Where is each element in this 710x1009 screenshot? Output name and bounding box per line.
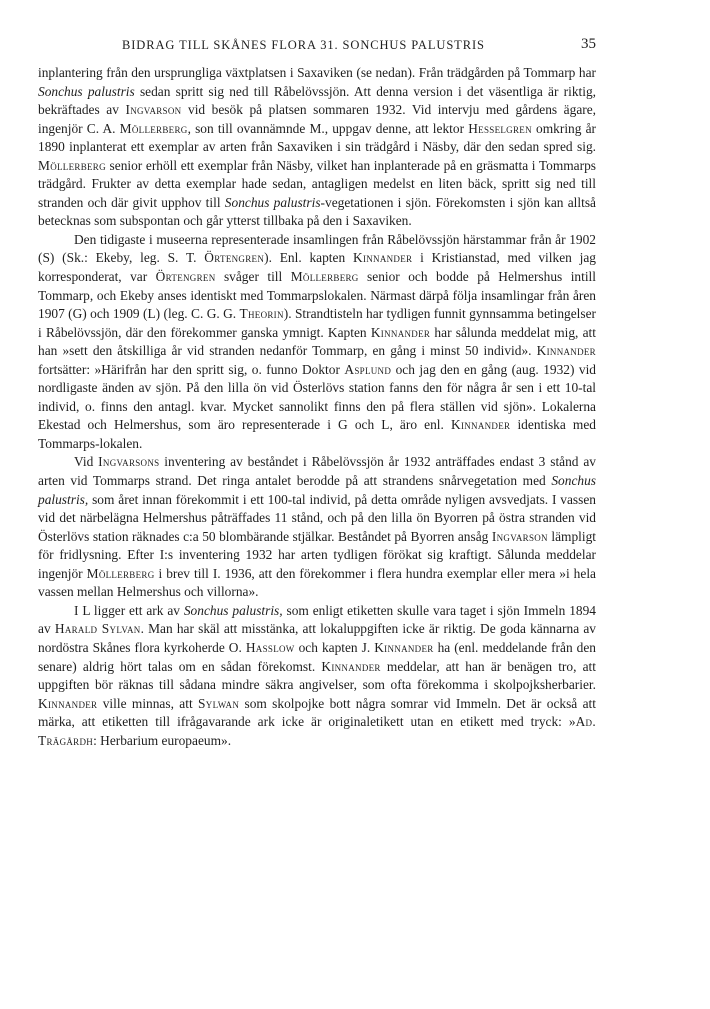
page-header xyxy=(38,36,596,58)
text-run: Vid xyxy=(74,454,99,470)
italic-text: Sonchus palustris, xyxy=(38,473,596,507)
person-name: Örtengren xyxy=(155,269,216,285)
italic-text: Sonchus palustris xyxy=(38,83,135,99)
text-run: ). Enl. kapten xyxy=(264,250,353,266)
text-run: ville minnas, att xyxy=(97,695,199,711)
person-name: Kinnander xyxy=(38,695,98,711)
text-run: som året innan förekommit i ett 100-tal individ, på detta område nyligen avsvedjats. I vassen vid det närbelägna Helmershus påträffades 11 stånd, och på den lilla ön Byorren på östra stranden vid Österlövs station räknades c:a 50 blombärande stjälkar. Beståndet på Byorren ansåg xyxy=(38,491,596,544)
person-name: Ingvarsons xyxy=(98,454,160,470)
person-name: Möllerberg xyxy=(38,157,106,173)
person-name: Sylwan xyxy=(198,695,240,711)
text-run: , son till ovannämnde M., uppgav denne, att lektor xyxy=(187,120,469,136)
person-name: Theorin xyxy=(239,306,284,322)
text-run: inplantering från den ursprungliga växtplatsen i Saxaviken (se nedan). Från trädgården på Tommarp har xyxy=(38,65,596,80)
text-run: fortsätter: »Härifrån har den spritt sig, o. funno Doktor xyxy=(38,361,345,377)
text-run: -vegetationen i sjön. Förekomsten i sjön kan alltså betecknas som subspontan och går ytterst tillbaka på den i Saxaviken. xyxy=(38,194,596,229)
person-name: Kinnander xyxy=(374,639,434,655)
text-run: som skolpojke bott några somrar vid Immeln. Det är också att märka, att etiketten till ifrågavarande ark icke är originaletikett utan en etikett med tryck: » xyxy=(38,695,596,730)
text-run: i Kristianstad, med vilken jag korresponderat, var xyxy=(38,250,596,285)
person-name: Möllerberg xyxy=(119,120,188,136)
body-text xyxy=(38,64,596,750)
person-name: Kinnander xyxy=(536,343,596,359)
text-run: identiska med Tommarps-lokalen. xyxy=(38,417,596,451)
text-run: . Man har skäl att misstänka, att lokaluppgiften icke är riktig. De goda kännarna av nordöstra Skånes flora kyrkoherde O. xyxy=(38,621,596,655)
italic-text: Sonchus palustris xyxy=(224,194,321,210)
text-run: i brev till I. 1936, att den förekommer i flera hundra exemplar eller mera »i hela vassen mellan Helmershus och villorna». xyxy=(38,565,596,600)
person-name: Hasslow xyxy=(245,639,295,655)
text-run: svåger till xyxy=(215,269,291,285)
text-run: sedan spritt sig ned till Råbelövssjön. Att denna version i det väsentliga är riktig, bekräftades av xyxy=(38,83,597,118)
person-name: Ad. Trägårdh xyxy=(38,714,596,748)
paragraph xyxy=(38,64,596,231)
text-run: ). Strandtisteln har tydligen funnit gynnsamma betingelser i Råbelövssjön, där den förekommer ganska ymnigt. Kapten xyxy=(38,306,596,340)
text-run: som enligt etiketten skulle vara taget i sjön Immeln 1894 av xyxy=(38,602,596,637)
person-name: Ingvarson xyxy=(125,102,182,118)
text-run: omkring år 1890 inplanterat ett exemplar av arten från Saxaviken i sin trädgård i Näsby, där den sedan spred sig. xyxy=(38,120,596,155)
text-run: och kapten J. xyxy=(294,639,375,655)
person-name: Hesselgren xyxy=(468,120,532,136)
text-run: Den tidigaste i museerna representerade insamlingen från Råbelövssjön härstammar från år 1902 (S) (Sk.: Ekeby, leg. S. T. xyxy=(38,231,596,266)
person-name: Kinnander xyxy=(450,417,511,433)
paragraph xyxy=(38,453,596,601)
text-run: och jag den en gång (aug. 1932) vid nordligaste änden av sjön. På den lilla ön vid Österlövs station fanns den för några år sen i ett 10-tal individ, o. finns den antagl. kvar. Mycket sannolikt finns den på flera ställen vid sjön». Lokalerna Ekestad och Helmershus, som äro representerade i G och L, äro enl. xyxy=(38,361,596,433)
paragraph xyxy=(38,231,596,454)
person-name: Örtengren xyxy=(204,250,265,266)
text-run: meddelar, att han är benägen tro, att uppgiften bör räknas till sådana mindre säkra angivelser, som ofta förekomma i skolpojksherbarier. xyxy=(38,658,596,693)
person-name: Ingvarson xyxy=(491,528,548,544)
person-name: Kinnander xyxy=(352,250,413,266)
text-run: : Herbarium europaeum». xyxy=(93,732,232,748)
text-run: senior erhöll ett exemplar från Näsby, vilket han inplanterade på en gräsmatta i Tommarps trädgård. Frukter av detta exemplar hade sedan, antagligen medelst en liten bäck, spritt sig ned till stranden och där givit upphov till xyxy=(38,157,596,210)
text-run: senior och bodde på Helmershus intill Tommarp, och Ekeby anses identiskt med Tommarpslokalen. Närmast därpå följa insamlingar från åren 1907 (G) och 1909 (L) (leg. C. G. G. xyxy=(38,269,596,322)
person-name: Kinnander xyxy=(370,324,431,340)
person-name: Möllerberg xyxy=(290,269,359,285)
text-run: vid besök på platsen sommaren 1932. Vid intervju med gårdens ägare, ingenjör C. A. xyxy=(38,102,597,136)
text-run: lämpligt för fridlysning. Efter I:s inventering 1932 har arten tydligen förökat sig kraftigt. Sålunda meddelar ingenjör xyxy=(38,528,596,581)
paragraph xyxy=(38,602,596,750)
person-name: Kinnander xyxy=(321,658,381,674)
person-name: Harald Sylvan xyxy=(54,621,141,637)
person-name: Möllerberg xyxy=(86,565,155,581)
document-page xyxy=(38,36,596,750)
text-run: inventering av beståndet i Råbelövssjön år 1932 anträffades endast 3 stånd av arten vid Tommarps strand. Det ringa antalet berodde på att strandens snårvegetation med xyxy=(38,454,596,489)
italic-text: Sonchus palustris, xyxy=(183,602,283,618)
text-run: I L ligger ett ark av xyxy=(74,602,184,618)
text-run: ha (enl. meddelande från den senare) aldrig hört talas om en sådan förekomst. xyxy=(38,639,596,674)
text-run: har sålunda meddelat mig, att han »sett den åtskilliga år vid stranden nedanför Tommarp, en gång i minst 50 individ». xyxy=(38,324,596,359)
running-head: BIDRAG TILL SKÅNES FLORA 31. SONCHUS PALUSTRIS xyxy=(122,38,485,52)
page-number: 35 xyxy=(581,36,596,52)
person-name: Asplund xyxy=(344,361,392,377)
